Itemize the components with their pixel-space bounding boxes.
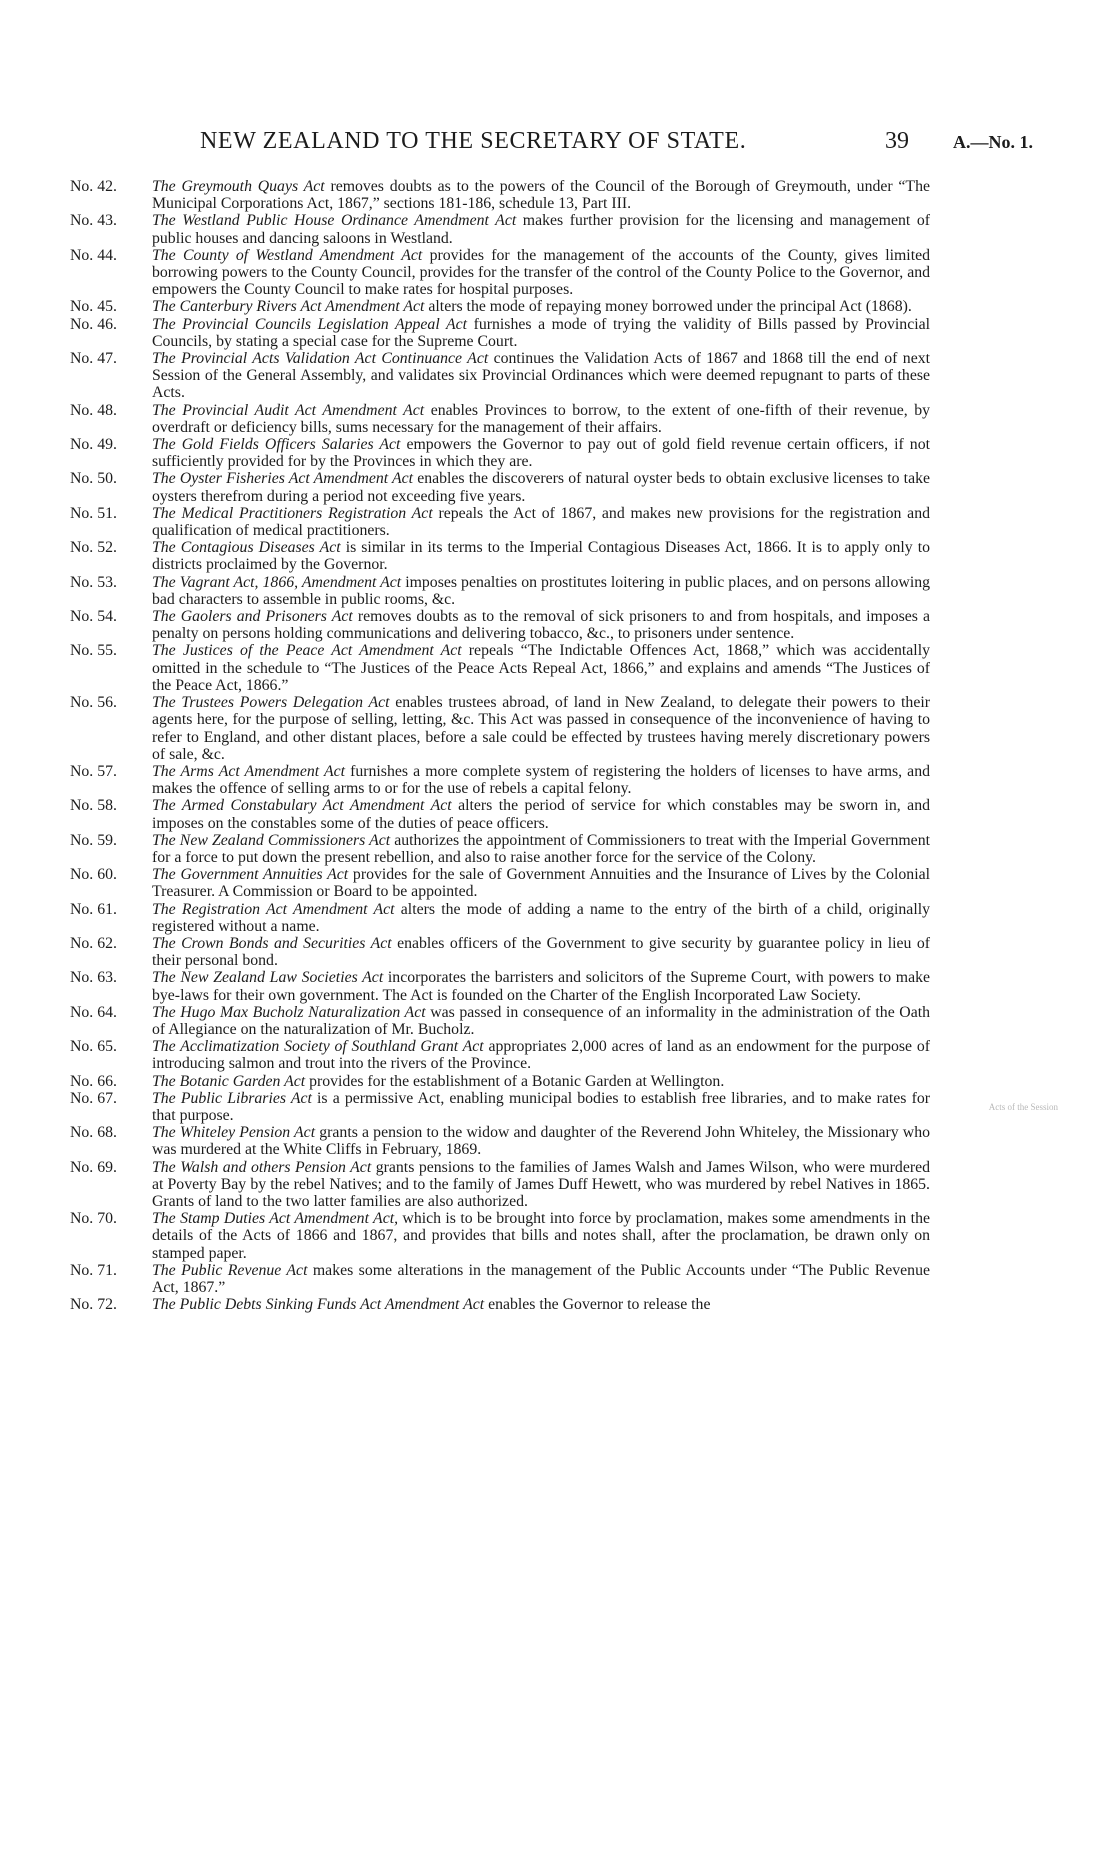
act-entry (70, 402, 930, 436)
act-entry (70, 574, 930, 608)
entry-description: empowers the Governor to pay out of gold field revenue certain officers, if not sufficiently provided for by the Provinces in which they are. (152, 436, 930, 471)
entry-number: No. 46. (70, 315, 117, 333)
page-number: 39 (885, 128, 909, 154)
act-title: The Acclimatization Society of Southland Grant Act (152, 1038, 484, 1056)
act-title: The New Zealand Commissioners Act (152, 831, 391, 849)
entry-description: appropriates 2,000 acres of land as an endowment for the purpose of introducing salmon and trout into the rivers of the Province. (152, 1038, 931, 1073)
entry-number: No. 53. (70, 573, 117, 591)
page-header (0, 128, 1114, 158)
entry-number: No. 56. (70, 694, 117, 712)
act-title: The Whiteley Pension Act (152, 1124, 316, 1142)
act-entry (70, 1038, 930, 1072)
entry-number: No. 49. (70, 436, 117, 454)
act-entry (70, 969, 930, 1003)
act-title: The Canterbury Rivers Act Amendment Act (152, 298, 425, 316)
entry-number: No. 63. (70, 969, 117, 987)
act-title: The Armed Constabulary Act Amendment Act (152, 797, 452, 815)
entry-number: No. 69. (70, 1158, 117, 1176)
entry-number: No. 54. (70, 608, 117, 626)
act-entry (70, 608, 930, 642)
act-title: The Vagrant Act, 1866, Amendment Act (152, 573, 402, 591)
act-entry (70, 1124, 930, 1158)
act-title: The Trustees Powers Delegation Act (152, 694, 390, 712)
act-title: The Provincial Councils Legislation Appeal Act (152, 315, 468, 333)
entry-number: No. 68. (70, 1124, 117, 1142)
act-entry (70, 1296, 930, 1313)
act-title: The Medical Practitioners Registration Act (152, 504, 433, 522)
act-entry (70, 832, 930, 866)
entry-number: No. 58. (70, 797, 117, 815)
entry-description: is similar in its terms to the Imperial Contagious Diseases Act, 1866. It is to apply only to districts proclaimed by the Governor. (152, 539, 930, 574)
entry-number: No. 70. (70, 1210, 117, 1228)
entry-description: provides for the establishment of a Botanic Garden at Wellington. (305, 1072, 725, 1090)
act-list (70, 178, 930, 1313)
entry-description: was passed in consequence of an informality in the administration of the Oath of Allegiance on the naturalization of Mr. Bucholz. (152, 1003, 930, 1038)
act-entry (70, 316, 930, 350)
entry-description: enables officers of the Government to give security by guarantee policy in lieu of their personal bond. (152, 934, 930, 970)
act-title: The Oyster Fisheries Act Amendment Act (152, 470, 414, 488)
act-title: The Public Debts Sinking Funds Act Amendment Act (152, 1296, 485, 1314)
entry-number: No. 42. (70, 178, 117, 195)
act-entry (70, 797, 930, 831)
act-entry (70, 901, 930, 935)
act-entry (70, 1159, 930, 1211)
act-title: The Arms Act Amendment Act (152, 762, 345, 780)
entry-description: makes some alterations in the management of the Public Accounts under “The Public Revenue Act, 1867.” (152, 1261, 930, 1296)
entry-number: No. 67. (70, 1089, 117, 1107)
act-entry (70, 505, 930, 539)
entry-description: provides for the sale of Government Annuities and the Insurance of Lives by the Colonial Treasurer. A Commission or Board to be appointed. (152, 866, 930, 901)
act-title: The Gold Fields Officers Salaries Act (152, 436, 401, 454)
entry-description: repeals the Act of 1867, and makes new provisions for the registration and qualification of medical practitioners. (152, 504, 930, 540)
margin-note: Acts of the Session (988, 1102, 1058, 1112)
act-entry (70, 212, 930, 246)
act-entry (70, 866, 930, 900)
entry-description: repeals “The Indictable Offences Act, 1868,” which was accidentally omitted in the schedule to “The Justices of the Peace Acts Repeal Act, 1866,” and explains and amends “The Justices of the Peace Act, 1866.” (152, 642, 930, 694)
entry-number: No. 52. (70, 539, 117, 557)
entry-description: alters the mode of repaying money borrowed under the principal Act (1868). (424, 298, 912, 316)
act-entry (70, 539, 930, 573)
act-title: The Public Revenue Act (152, 1261, 308, 1279)
act-title: The Registration Act Amendment Act (152, 900, 395, 918)
act-title: The Greymouth Quays Act (152, 178, 325, 195)
entry-description: enables the discoverers of natural oyster beds to obtain exclusive licenses to take oysters therefrom during a period not exceeding five years. (152, 470, 930, 505)
entry-description: enables the Governor to release the (484, 1296, 711, 1314)
entry-number: No. 65. (70, 1038, 117, 1056)
act-entry (70, 642, 930, 694)
entry-description: provides for the management of the accounts of the County, gives limited borrowing powers to the County Council, provides for the transfer of the control of the County Police to the Governor, and empowers the County Council to make rates for hospital purposes. (152, 246, 930, 299)
act-entry (70, 935, 930, 969)
entry-number: No. 43. (70, 212, 117, 230)
entry-number: No. 51. (70, 504, 117, 522)
entry-number: No. 59. (70, 831, 117, 849)
entry-number: No. 50. (70, 470, 117, 488)
act-title: The Provincial Audit Act Amendment Act (152, 401, 425, 419)
act-title: The Botanic Garden Act (152, 1072, 306, 1090)
entry-description: makes further provision for the licensing and management of public houses and dancing saloons in Westland. (152, 212, 930, 247)
entry-number: No. 44. (70, 246, 117, 264)
act-title: The Crown Bonds and Securities Act (152, 934, 392, 952)
act-entry (70, 436, 930, 470)
act-title: The Stamp Duties Act Amendment Act, (152, 1210, 399, 1228)
act-entry (70, 178, 930, 212)
entry-number: No. 48. (70, 401, 117, 419)
act-title: The Contagious Diseases Act (152, 539, 341, 557)
act-entry (70, 694, 930, 763)
act-entry (70, 247, 930, 299)
entry-description: alters the period of service for which constables may be sworn in, and imposes on the constables some of the duties of peace officers. (152, 797, 930, 832)
act-entry (70, 1262, 930, 1296)
act-title: The Hugo Max Bucholz Naturalization Act (152, 1003, 426, 1021)
act-entry (70, 470, 930, 504)
act-title: The New Zealand Law Societies Act (152, 969, 384, 987)
entry-description: grants pensions to the families of James Walsh and James Wilson, who were murdered at Poverty Bay by the rebel Natives; and to the family of James Duff Hewett, who was murdered by rebel Natives in 1865. Grants of land to the two latter families are also authorized. (152, 1158, 931, 1210)
entry-number: No. 60. (70, 866, 117, 884)
entry-description: enables trustees abroad, of land in New Zealand, to delegate their powers to their agents here, for the purpose of selling, letting, &c. This Act was passed in consequence of the inconvenience of having to refer to England, and other distant places, before a sale could be effected by trustees having merely discretionary powers of sale, &c. (152, 694, 930, 763)
entry-number: No. 61. (70, 900, 117, 918)
entry-number: No. 47. (70, 350, 117, 368)
act-entry (70, 763, 930, 797)
act-title: The Government Annuities Act (152, 866, 349, 884)
act-entry (70, 1090, 930, 1124)
entry-description: imposes penalties on prostitutes loitering in public places, and on persons allowing bad characters to assemble in public rooms, &c. (152, 573, 930, 608)
entry-number: No. 66. (70, 1072, 117, 1090)
entry-description: removes doubts as to the removal of sick prisoners to and from hospitals, and imposes a penalty on persons holding communications and delivering tobacco, &c., to prisoners under sentence. (152, 608, 930, 643)
entry-description: is a permissive Act, enabling municipal bodies to establish free libraries, and to make rates for that purpose. (152, 1089, 931, 1124)
entry-number: No. 62. (70, 934, 117, 952)
act-entry (70, 350, 930, 402)
entry-number: No. 64. (70, 1003, 117, 1021)
entry-description: which is to be brought into force by proclamation, makes some amendments in the details of the Acts of 1866 and 1867, and provides that bills and notes shall, after the proclamation, be drawn only on stamped paper. (152, 1210, 930, 1262)
act-title: The Walsh and others Pension Act (152, 1158, 372, 1176)
page-title: NEW ZEALAND TO THE SECRETARY OF STATE. (200, 128, 747, 154)
act-title: The Public Libraries Act (152, 1089, 312, 1107)
entry-description: furnishes a mode of trying the validity of Bills passed by Provincial Councils, by stating a special case for the Supreme Court. (152, 315, 930, 350)
entry-number: No. 72. (70, 1296, 117, 1314)
entry-number: No. 45. (70, 298, 117, 316)
entry-description: continues the Validation Acts of 1867 and 1868 till the end of next Session of the General Assembly, and validates six Provincial Ordinances which were deemed repugnant to parts of these Acts. (152, 350, 930, 402)
entry-description: authorizes the appointment of Commissioners to treat with the Imperial Government for a force to put down the present rebellion, and also to raise another force for the service of the Colony. (152, 831, 930, 866)
entry-description: grants a pension to the widow and daughter of the Reverend John Whiteley, the Missionary who was murdered at the White Cliffs in February, 1869. (152, 1124, 930, 1159)
act-entry (70, 298, 930, 315)
act-entry (70, 1004, 930, 1038)
entry-description: enables Provinces to borrow, to the extent of one-fifth of their revenue, by overdraft or deficiency bills, sums necessary for the management of their affairs. (152, 401, 930, 436)
entry-number: No. 71. (70, 1261, 117, 1279)
act-title: The Westland Public House Ordinance Amendment Act (152, 212, 517, 230)
act-title: The Justices of the Peace Act Amendment Act (152, 642, 462, 660)
act-title: The Provincial Acts Validation Act Continuance Act (152, 350, 489, 368)
entry-number: No. 55. (70, 642, 117, 660)
entry-number: No. 57. (70, 762, 117, 780)
entry-description: removes doubts as to the powers of the Council of the Borough of Greymouth, under “The Municipal Corporations Act, 1867,” sections 181-186, schedule 13, Part III. (152, 178, 930, 213)
act-entry (70, 1210, 930, 1262)
entry-description: alters the mode of adding a name to the entry of the birth of a child, originally registered without a name. (152, 900, 930, 935)
paper-reference: A.—No. 1. (953, 132, 1033, 152)
act-title: The County of Westland Amendment Act (152, 246, 423, 264)
act-title: The Gaolers and Prisoners Act (152, 608, 353, 626)
entry-description: incorporates the barristers and solicitors of the Supreme Court, with powers to make bye-laws for their own government. The Act is founded on the Charter of the English Incorporated Law Society. (152, 969, 930, 1004)
entry-description: furnishes a more complete system of registering the holders of licenses to have arms, and makes the offence of selling arms to or for the use of rebels a capital felony. (152, 762, 930, 798)
act-entry (70, 1073, 930, 1090)
